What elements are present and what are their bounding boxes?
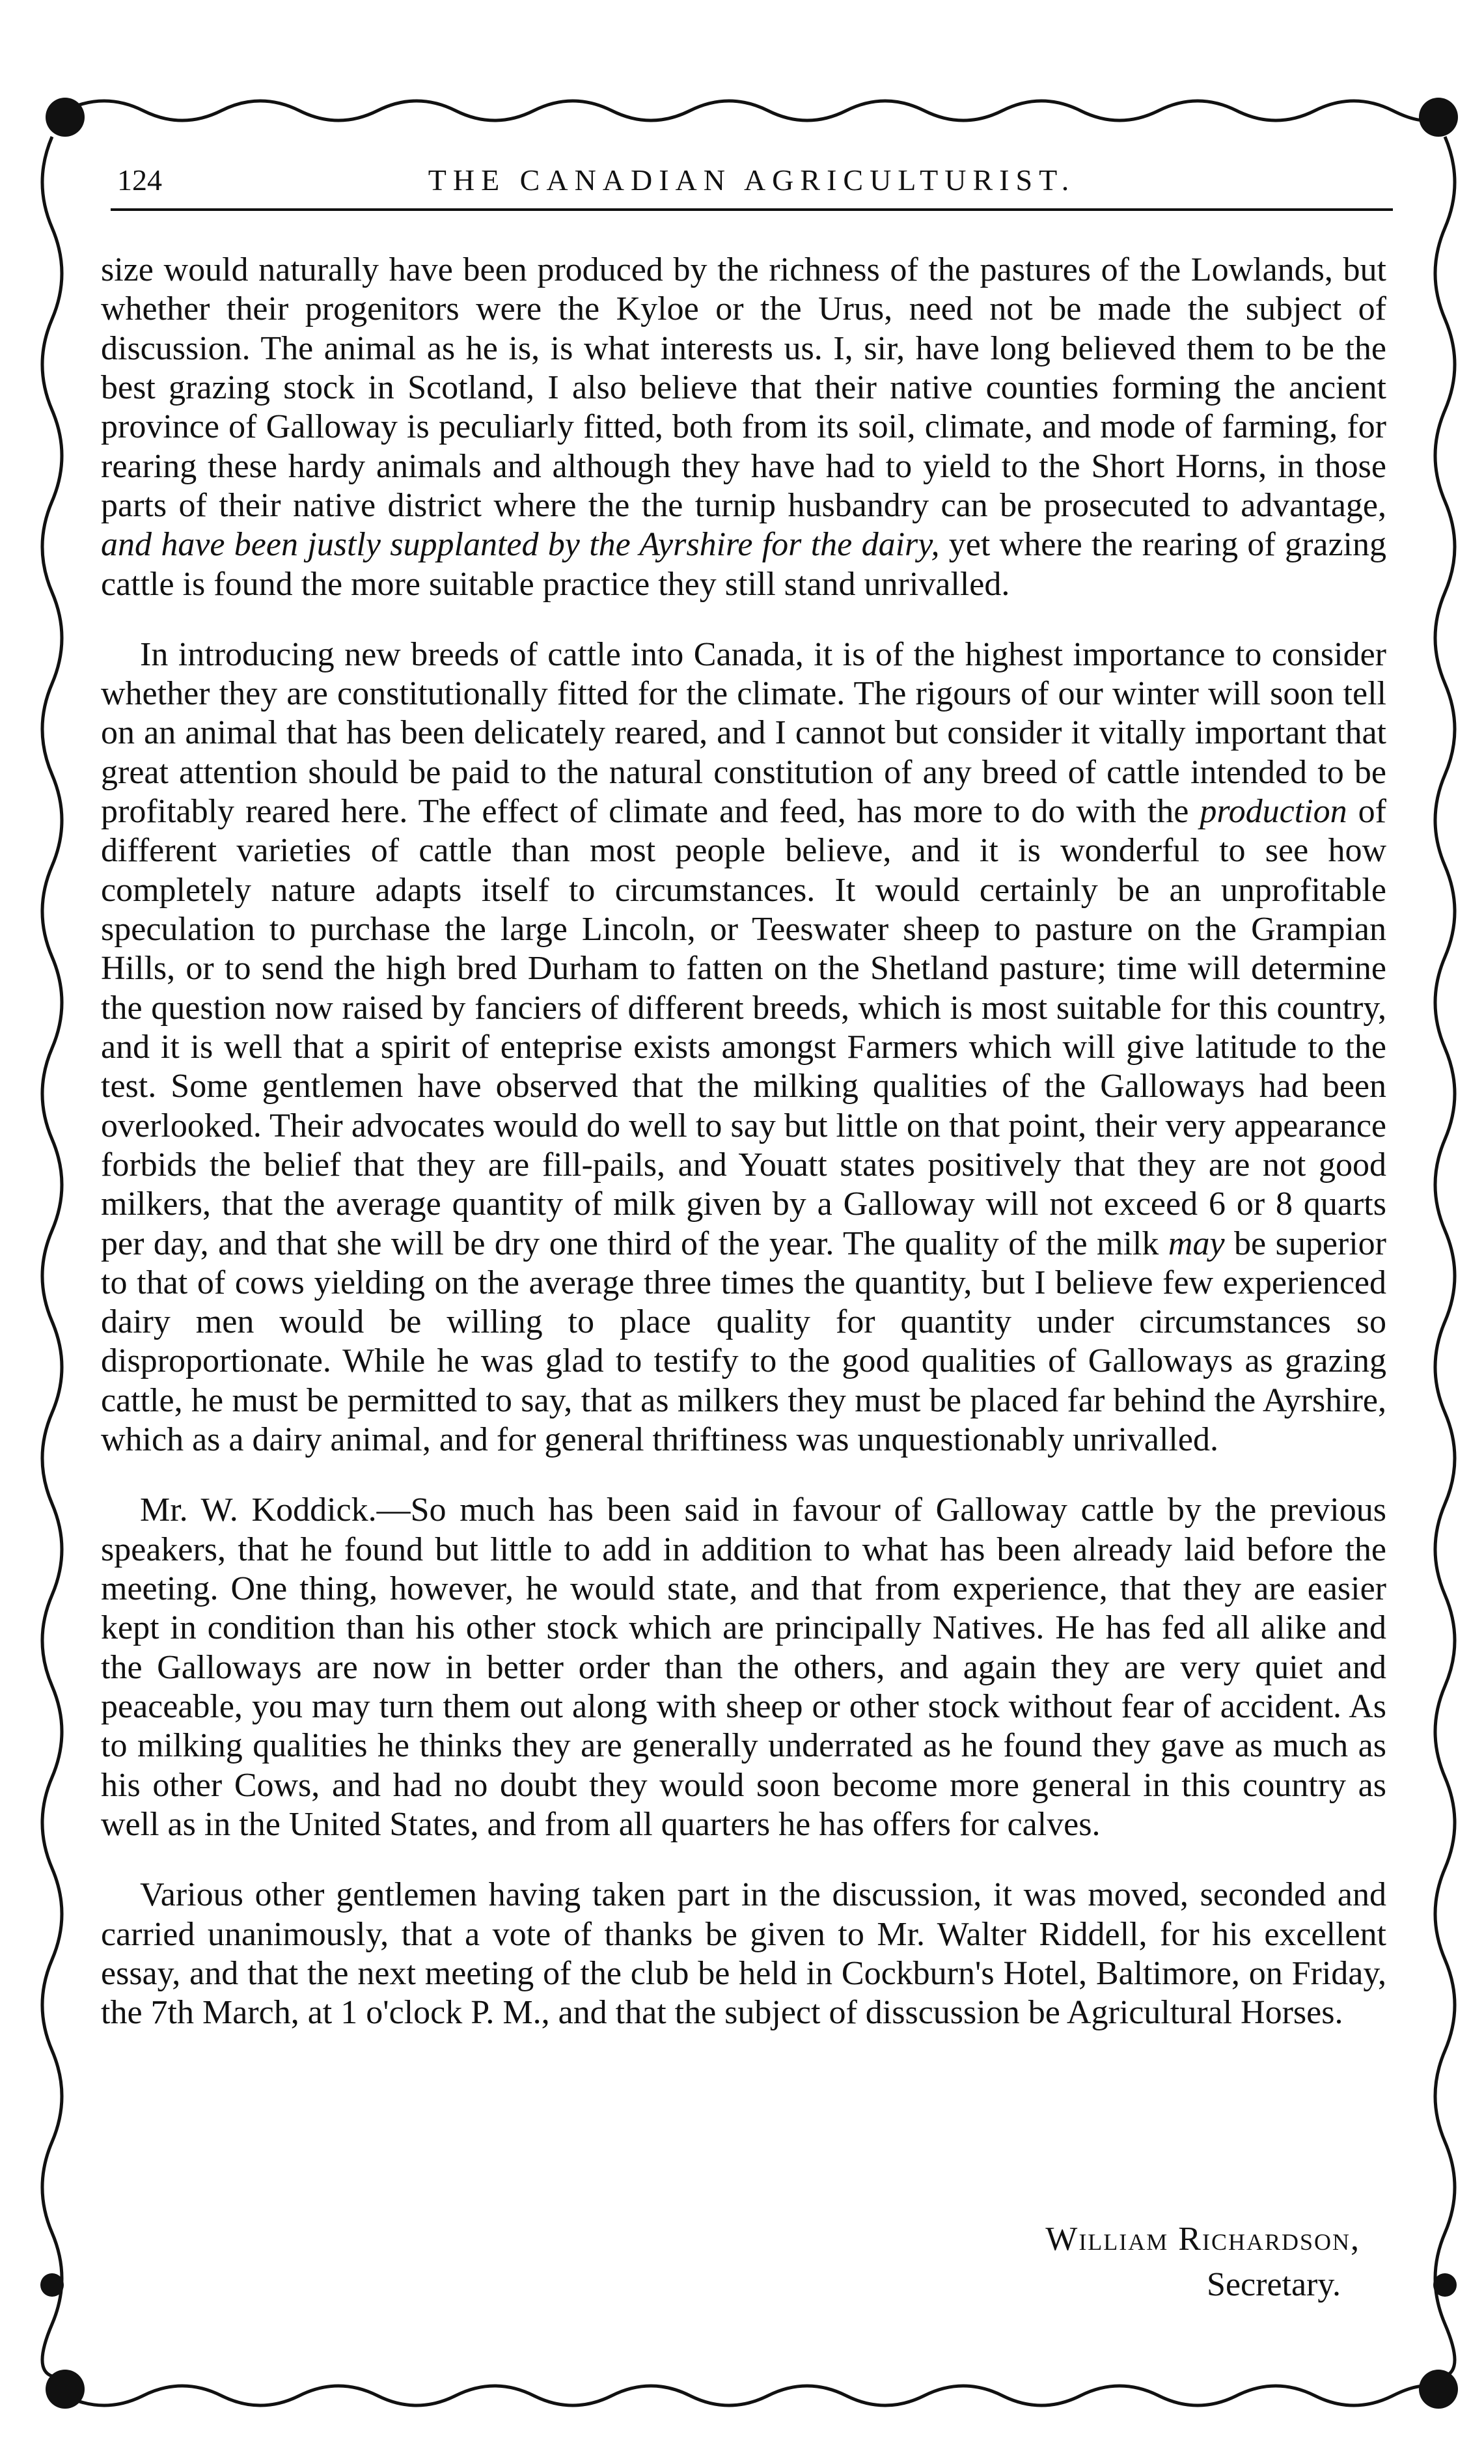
paragraph-2-italic-may: may	[1168, 1225, 1225, 1262]
paragraph-2	[101, 635, 1386, 1460]
paragraph-1-italic: and have been justly supplanted by the Ayrshire for the dairy,	[101, 526, 940, 564]
paragraph-2-italic-production: production	[1200, 793, 1347, 831]
signature-title: Secretary.	[1207, 2266, 1341, 2304]
paragraph-1-text-end: yet where the rearing of grazing cattle is found the more suitable practice they still stand unrivalled.	[101, 526, 1386, 603]
signature-block	[1045, 2217, 1360, 2308]
article-body	[101, 251, 1386, 2064]
signature-name: William Richardson,	[1045, 2221, 1360, 2258]
paragraph-2-text-mid: of different varieties of cattle than most people believe, and it is wonderful to see how completely nature adapts itself to circumstances. It would certainly be an unprofitable speculation to purchase the large Lincoln, or Teeswater sheep to pasture on the Grampian Hills, or to send the high bred Durham to fatten on the Shetland pasture; time will determine the question now raised by fanciers of different breeds, which is most suitable for this country, and it is well that a spirit of enteprise exists amongst Farmers which will give latitude to the test. Some gentlemen have observed that the milking qualities of the Galloways had been overlooked. Their advocates would do well to say but little on that point, their very appearance forbids the belief that they are fill-pails, and Youatt states positively that they are not good milkers, that the average quantity of milk given by a Galloway will not exceed 6 or 8 quarts per day, and that she will be dry one third of the year. The quality of the milk	[101, 793, 1386, 1262]
paragraph-1	[101, 251, 1386, 604]
running-head: THE CANADIAN AGRICULTURIST.	[428, 163, 1076, 197]
paragraph-4: Various other gentlemen having taken part in the discussion, it was moved, seconded and carried unanimously, that a vote of thanks be given to Mr. Walter Riddell, for his excellent essay, and that the next meeting of the club be held in Cockburn's Hotel, Baltimore, on Friday, the 7th March, at 1 o'clock P. M., and that the subject of disscussion be Agricultural Horses.	[101, 1876, 1386, 2032]
page-header	[111, 163, 1393, 211]
page-number: 124	[117, 163, 162, 197]
paragraph-2-text: In introducing new breeds of cattle into Canada, it is of the highest importance to consider whether they are constitutionally fitted for the climate. The rigours of our winter will soon tell on an animal that has been delicately reared, and I cannot but consider it vitally important that great attention should be paid to the natural constitution of any breed of cattle intended to be profitably reared here. The effect of climate and feed, has more to do with the	[101, 635, 1386, 831]
paragraph-2-text-end: be superior to that of cows yielding on the average three times the quantity, but I believe few experienced dairy men would be willing to place quality for quantity under circumstances so disproportionate. While he was glad to testify to the good qualities of Galloways as grazing cattle, he must be permitted to say, that as milkers they must be placed far behind the Ayrshire, which as a dairy animal, and for general thriftiness was unquestionably unrivalled.	[101, 1225, 1386, 1459]
paragraph-1-text: size would naturally have been produced by the richness of the pastures of the Lowlands, but whether their progenitors were the Kyloe or the Urus, need not be made the subject of discussion. The animal as he is, is what interests us. I, sir, have long believed them to be the best grazing stock in Scotland, I also believe that their native counties forming the ancient province of Galloway is peculiarly fitted, both from its soil, climate, and mode of farming, for rearing these hardy animals and although they have had to yield to the Short Horns, in those parts of their native district where the the turnip husbandry can be prosecuted to advantage,	[101, 251, 1386, 524]
paragraph-3: Mr. W. Koddick.—So much has been said in favour of Galloway cattle by the previous speakers, that he found but little to add in addition to what has been already laid before the meeting. One thing, however, he would state, and that from experience, that they are easier kept in condition than his other stock which are principally Natives. He has fed all alike and the Galloways are now in better order than the others, and again they are very quiet and peaceable, you may turn them out along with sheep or other stock without fear of accident. As to milking qualities he thinks they are generally underrated as he found they gave as much as his other Cows, and had no doubt they would soon become more general in this country as well as in the United States, and from all quarters he has offers for calves.	[101, 1491, 1386, 1843]
